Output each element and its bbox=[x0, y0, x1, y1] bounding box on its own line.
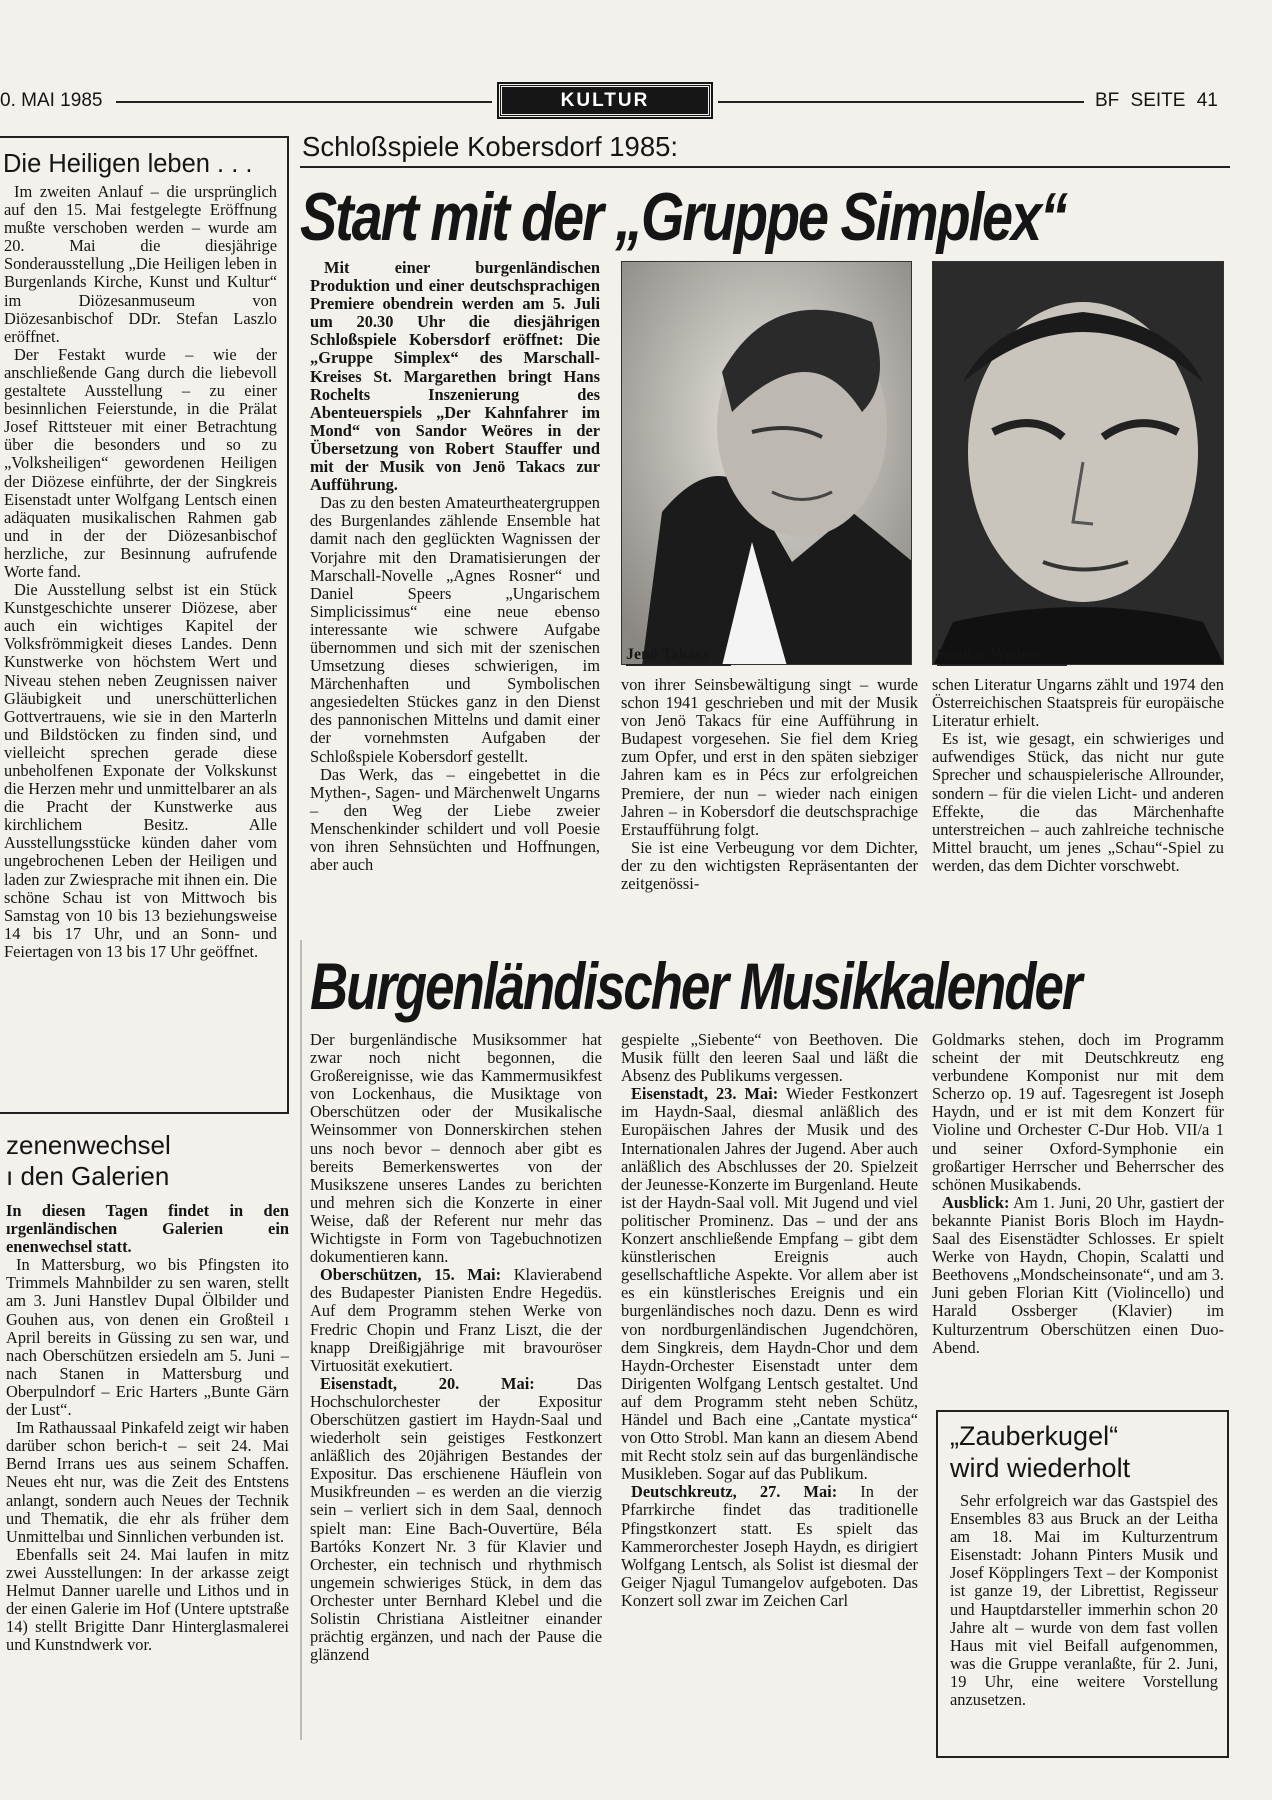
portrait-takacs-image bbox=[622, 262, 912, 665]
kobersdorf-lead: Mit einer burgenländischen Produktion und einer deutschsprachigen Premiere obendrein werden am 5. Juli um 20.30 Uhr die diesjährigen Schloßspiele Kobersdorf eröffnet: Die „Gruppe Simplex“ des Marschall-Kreises St. Margarethen bringt Hans Rochelts Inszenierung des Abenteuerspiels „Der Kahnfahrer im Mond“ von Sandor Weöres in der Übersetzung von Robert Stauffer und mit der Musik von Jenö Takacs zur Aufführung. bbox=[310, 258, 600, 495]
musik-paragraph-text: Der burgenländische Musiksommer hat zwar noch nicht begonnen, die Großereignisse, wie das Kammermusikfest von Lockenhaus, die Musiktage von Oberschützen oder der Musikalische Weinsommer von Donnerskirchen stehen uns noch bevor – dennoch aber gibt es bereits Bemerkenswertes von der Musikszene unseres Landes zu berichten und mehren sich die Konzerte in einer Weise, daß der Referent nur mehr das Wichtigste in Form von Tagebuchnotizen dokumentieren kann. bbox=[310, 1030, 602, 1267]
kobersdorf-paragraph: Sie ist eine Verbeugung vor dem Dichter, der zu den wichtigsten Repräsentanten der zeitgenössi- bbox=[621, 837, 918, 894]
musik-headline: Burgenländischer Musikkalender bbox=[310, 949, 1081, 1023]
galerien-title bbox=[6, 1130, 171, 1192]
galerien-title-line2: ı den Galerien bbox=[6, 1161, 170, 1191]
kobersdorf-paragraph: schen Literatur Ungarns zählt und 1974 den Österreichischen Staatspreis für europäische Literatur erhielt. bbox=[932, 675, 1224, 731]
galerien-article bbox=[6, 1202, 289, 1654]
musik-paragraph bbox=[932, 1031, 1224, 1194]
galerien-lead: In diesen Tagen findet in den ırgenländischen Galerien ein enenwechsel statt. bbox=[6, 1201, 289, 1257]
musik-paragraph-text: Goldmarks stehen, doch im Programm scheint der mit Deutschkreutz eng verbundene Komponist nur mit dem Scherzo op. 19 auf. Tagesregent ist Joseph Haydn, und er ist mit dem Konzert für Violine und Orchester C-Dur Hob. VII/a 1 und seiner Oxford-Symphonie ein großartiger Herrscher und Beherrscher des schönen Musikabends. bbox=[932, 1030, 1224, 1194]
kobersdorf-paragraph: Das zu den besten Amateurtheatergruppen des Burgenlandes zählende Ensemble hat damit nach den geglückten Wagnissen der Vorjahre mit den Dramatisierungen der Marschall-Novelle „Agnes Rosner“ und Daniel Speers „Ungarischem Simplicissimus“ eine neue ebenso interessante wie schwere Aufgabe übernommen und sich mit der szenischen Umsetzung dieses schwierigen, im Märchenhaften und Symbolischen angesiedelten Stückes ganz in den Dienst des pannonischen Mittelns und damit einer der vornehmsten Aufgaben der Schloßspiele Kobersdorf gestellt. bbox=[310, 493, 600, 766]
musik-paragraph bbox=[621, 1085, 918, 1483]
photo-caption-takacs: Jenö Takacs bbox=[626, 646, 731, 666]
page-date: 0. MAI 1985 bbox=[0, 90, 103, 111]
musik-paragraph bbox=[310, 1031, 602, 1266]
musik-dateline: Eisenstadt, 23. Mai: bbox=[631, 1084, 779, 1104]
musik-paragraph-text: Am 1. Juni, 20 Uhr, gastiert der bekannte Pianist Boris Bloch im Haydn-Saal des Eisenstädter Schlosses. Er spielt Werke von Haydn, Chopin, Scalatti und Beethovens „Mondscheinsonate“, und am 3. Juni geben Florian Kitt (Violincello) und Harald Ossberger (Klavier) im Kulturzentrum Oberschützen einen Duo-Abend. bbox=[932, 1192, 1224, 1357]
galerien-paragraph: Ebenfalls seit 24. Mai laufen in mitz zwei Ausstellungen: In der arkasse zeigt Helmut Danner uarelle und Lithos und in der einen Galerie im Hof (Untere uptstraße 14) stellt Brigitte Danr Hinterglasmalerei und Kunstndwerk vor. bbox=[6, 1544, 289, 1655]
kobersdorf-column-3 bbox=[932, 676, 1224, 875]
kobersdorf-paragraph: von ihrer Seinsbewältigung singt – wurde schon 1941 geschrieben und mit der Musik von Jenö Takacs für eine Aufführung in Budapest vorgesehen. Sie fiel dem Krieg zum Opfer, und erst in den späten siebziger Jahren kam es in Pécs zur erfolgreichen Premiere, der nun – wieder nach einigen Jahren – in Kobersdorf die deutschsprachige Erstaufführung folgt. bbox=[621, 675, 918, 839]
page-number: BF SEITE 41 bbox=[1095, 90, 1218, 111]
header-rule-right bbox=[718, 101, 1084, 103]
musik-dateline: Eisenstadt, 20. Mai: bbox=[320, 1373, 535, 1393]
column-divider bbox=[300, 940, 302, 1740]
musik-column-2 bbox=[621, 1031, 918, 1610]
heiligen-paragraph: Im zweiten Anlauf – die ursprünglich auf den 15. Mai festgelegte Eröffnung mußte verschoben werden – wurde am 20. Mai die diesjährige Sonderausstellung „Die Heiligen leben in Burgenlands Kirche, Kunst und Kultur“ im Diözesanmuseum von Diözesanbischof DDr. Stefan Laszlo eröffnet. bbox=[4, 182, 277, 346]
kobersdorf-kicker: Schloßspiele Kobersdorf 1985: bbox=[302, 131, 679, 162]
kobersdorf-paragraph: Das Werk, das – eingebettet in die Mythen-, Sagen- und Märchenwelt Ungarns – den Weg der Liebe zweier Menschenkinder schildert und voll Poesie von ihren Sehnsüchten und Hoffnungen, aber auch bbox=[310, 764, 600, 875]
heiligen-paragraph: Der Festakt wurde – wie der anschließende Gang durch die liebevoll gestaltete Ausstellung – zu einer besinnlichen Feierstunde, in die Prälat Josef Rittsteuer mit einer Betrachtung über die besonders und so zu „Volksheiligen“ gewordenen Heiligen der Diözese einführte, der der Singkreis Eisenstadt unter Wolfgang Lentsch einen adäquaten musikalischen Rahmen gab und in der der Diözesanbischof herzliche, zur Besinnung aufrufende Worte fand. bbox=[4, 344, 277, 581]
musik-column-3 bbox=[932, 1031, 1224, 1357]
kobersdorf-column-1 bbox=[310, 259, 600, 874]
section-label: KULTUR bbox=[499, 84, 711, 117]
musik-paragraph bbox=[932, 1194, 1224, 1357]
galerien-paragraph: In Mattersburg, wo bis Pfingsten ito Trimmels Mahnbilder zu sen waren, stellt am 3. Juni Hanstlev Dupal Ölbilder und Gouhen aus, von denen ein Großteil ı April bereits in Güssing zu sen war, und nach Oberschützen ersiedeln am 5. Juni – nach Stanen in Mattersburg und Oberpulndorf – Eric Harters „Bunte Gärn der Lust“. bbox=[6, 1255, 289, 1420]
zauberkugel-title-line1: „Zauberkugel“ bbox=[950, 1421, 1119, 1451]
zauberkugel-title bbox=[950, 1420, 1130, 1484]
galerien-title-line1: zenenwechsel bbox=[6, 1130, 171, 1160]
musik-paragraph-text: Das Hochschulorchester der Expositur Oberschützen gastiert im Haydn-Saal und wiederholt sein geistiges Festkonzert anläßlich des 20jährigen Bestandes der Expositur. Das erschienene Häuflein von Musikfreunden – es werden an die vierzig sein – verliert sich in dem Saal, dennoch spielt man: Eine Bach-Ouvertüre, Béla Bartóks Konzert Nr. 3 für Klavier und Orchester, ein technisch und rhythmisch ungemein schwieriges Stück, in dem das Orchester unter Bernhard Klebel und die Solistin Christiana Aistleitner einander prächtig ergänzen, und nach der Pause die glänzend bbox=[310, 1373, 602, 1665]
heiligen-title: Die Heiligen leben . . . bbox=[3, 150, 253, 178]
musik-paragraph-text: Wieder Festkonzert im Haydn-Saal, diesmal anläßlich des Europäischen Jahres der Musik und des Internationalen Jahres der Jugend. Aber auch anläßlich des Abschlusses der 20. Spielzeit der Jeunesse-Konzerte im Burgenland. Heute ist der Haydn-Saal voll. Mit Jugend und viel politischer Prominenz. Das – und der ans Konzert anschließende Empfang – gibt dem künstlerischen Ereignis auch gesellschaftliche Aspekte. Vor allem aber ist es ein künstlerisches Ereignis und ein burgenländisches noch dazu. Denn es wird von nordburgenländischen Jugendchören, dem Singkreis, dem Haydn-Chor und dem Haydn-Orchester Eisenstadt unter dem Dirigenten Wolfgang Lentsch gestaltet. Und auf dem Programm steht neben Schütz, Händel und Bach eine „Cantate mystica“ von Otto Strobl. Man kann an diesem Abend mit Recht stolz sein auf das burgenländische Musikleben. Sogar auf das Publikum. bbox=[621, 1084, 918, 1484]
musik-dateline: Deutschkreutz, 27. Mai: bbox=[631, 1482, 838, 1502]
musik-dateline: Oberschützen, 15. Mai: bbox=[320, 1265, 502, 1285]
kicker-rule bbox=[300, 166, 1230, 168]
musik-paragraph bbox=[621, 1031, 918, 1085]
zauberkugel-box bbox=[936, 1410, 1229, 1758]
kobersdorf-paragraph: Es ist, wie gesagt, ein schwieriges und aufwendiges Stück, das nicht nur gute Sprecher und schauspielerische Allrounder, sondern – für die vielen Licht- und anderen Effekte, die das Märchenhafte unterstreichen – auch zahlreiche technische Mittel braucht, um jenes „Schau“-Spiel zu werden, das dem Dichter vorschwebt. bbox=[932, 729, 1224, 875]
musik-paragraph-text: Klavierabend des Budapester Pianisten Endre Hegedüs. Auf dem Programm stehen Werke von Fredric Chopin und Franz Liszt, die der knapp Dreißigjährige mit bravouröser Virtuosität exekutiert. bbox=[310, 1265, 602, 1375]
photo-sandor-weoeres bbox=[932, 261, 1224, 665]
musik-column-1 bbox=[310, 1031, 602, 1664]
heiligen-paragraph: Die Ausstellung selbst ist ein Stück Kunstgeschichte unserer Diözese, aber auch ein wichtiges Kapitel der Volksfrömmigkeit dieses Landes. Denn Kunstwerke von höchstem Wert und Niveau stehen neben Zeugnissen naiver Gläubigkeit und unerschütterlichen Gottvertrauens, wie sie in den Marterln und Bildstöcken zu finden sind, und vielleicht sprechen gerade diese unbeholfenen Exponate der Volkskunst die Herzen mehr und unmittelbarer an als die Pracht der Kunstwerke aus kirchlichem Besitz. Alle Ausstellungsstücke künden daher vom ungebrochenen Leben der Heiligen und laden zur Zwiesprache mit ihnen ein. Die schöne Schau ist von Mittwoch bis Samstag von 10 bis 13 beziehungsweise 14 bis 17 Uhr, und an Sonn- und Feiertagen von 13 bis 17 Uhr geöffnet. bbox=[4, 580, 277, 961]
photo-caption-weoeres: Sandor Weöres bbox=[937, 646, 1067, 666]
kobersdorf-headline: Start mit der „Gruppe Simplex“ bbox=[300, 179, 1066, 255]
zauberkugel-text: Sehr erfolgreich war das Gastspiel des Ensembles 83 aus Bruck an der Leitha am 18. Mai im Kulturzentrum Eisenstadt: Johann Pinters Musik und Josef Köpplingers Text – der Komponist ist ganze 19, der Librettist, Regisseur und Hauptdarsteller immerhin schon 20 Jahre alt – wurde von dem fast vollen Haus mit viel Beifall aufgenommen, was die Gruppe veranlaßte, für 2. Juni, 19 Uhr, eine weitere Vorstellung anzusetzen. bbox=[950, 1491, 1218, 1710]
zauberkugel-article bbox=[950, 1492, 1218, 1709]
musik-paragraph-text: In der Pfarrkirche findet das traditionelle Pfingstkonzert statt. Es spielt das Kammerorchester Joseph Haydn, es dirigiert Wolfgang Lentsch, als Solist ist diesmal der Geiger Njagul Tumangelov aufgeboten. Das Konzert soll zwar im Zeichen Carl bbox=[621, 1482, 918, 1610]
musik-paragraph bbox=[621, 1483, 918, 1610]
zauberkugel-title-line2: wird wiederholt bbox=[950, 1453, 1131, 1483]
heiligen-article bbox=[4, 183, 277, 961]
musik-dateline: Ausblick: bbox=[942, 1192, 1010, 1212]
kobersdorf-column-2 bbox=[621, 676, 918, 893]
header-rule-left bbox=[116, 101, 492, 103]
musik-paragraph-text: gespielte „Siebente“ von Beethoven. Die Musik füllt den leeren Saal und läßt die Absenz des Publikums vergessen. bbox=[621, 1030, 918, 1086]
galerien-paragraph: Im Rathaussaal Pinkafeld zeigt wir haben darüber schon berich-t – seit 24. Mai Bernd Irrans ues aus seinem Schaffen. Neues eht nur, was die Zeit des Entstens anlangt, sondern auch Neues der Technik und Thematik, die ehr als früher dem Unmittelbaı und Sinnlichen verbunden ist. bbox=[6, 1418, 289, 1546]
photo-jenoe-takacs bbox=[621, 261, 912, 665]
portrait-weoeres-image bbox=[933, 262, 1224, 665]
musik-paragraph bbox=[310, 1266, 602, 1375]
musik-paragraph bbox=[310, 1375, 602, 1665]
